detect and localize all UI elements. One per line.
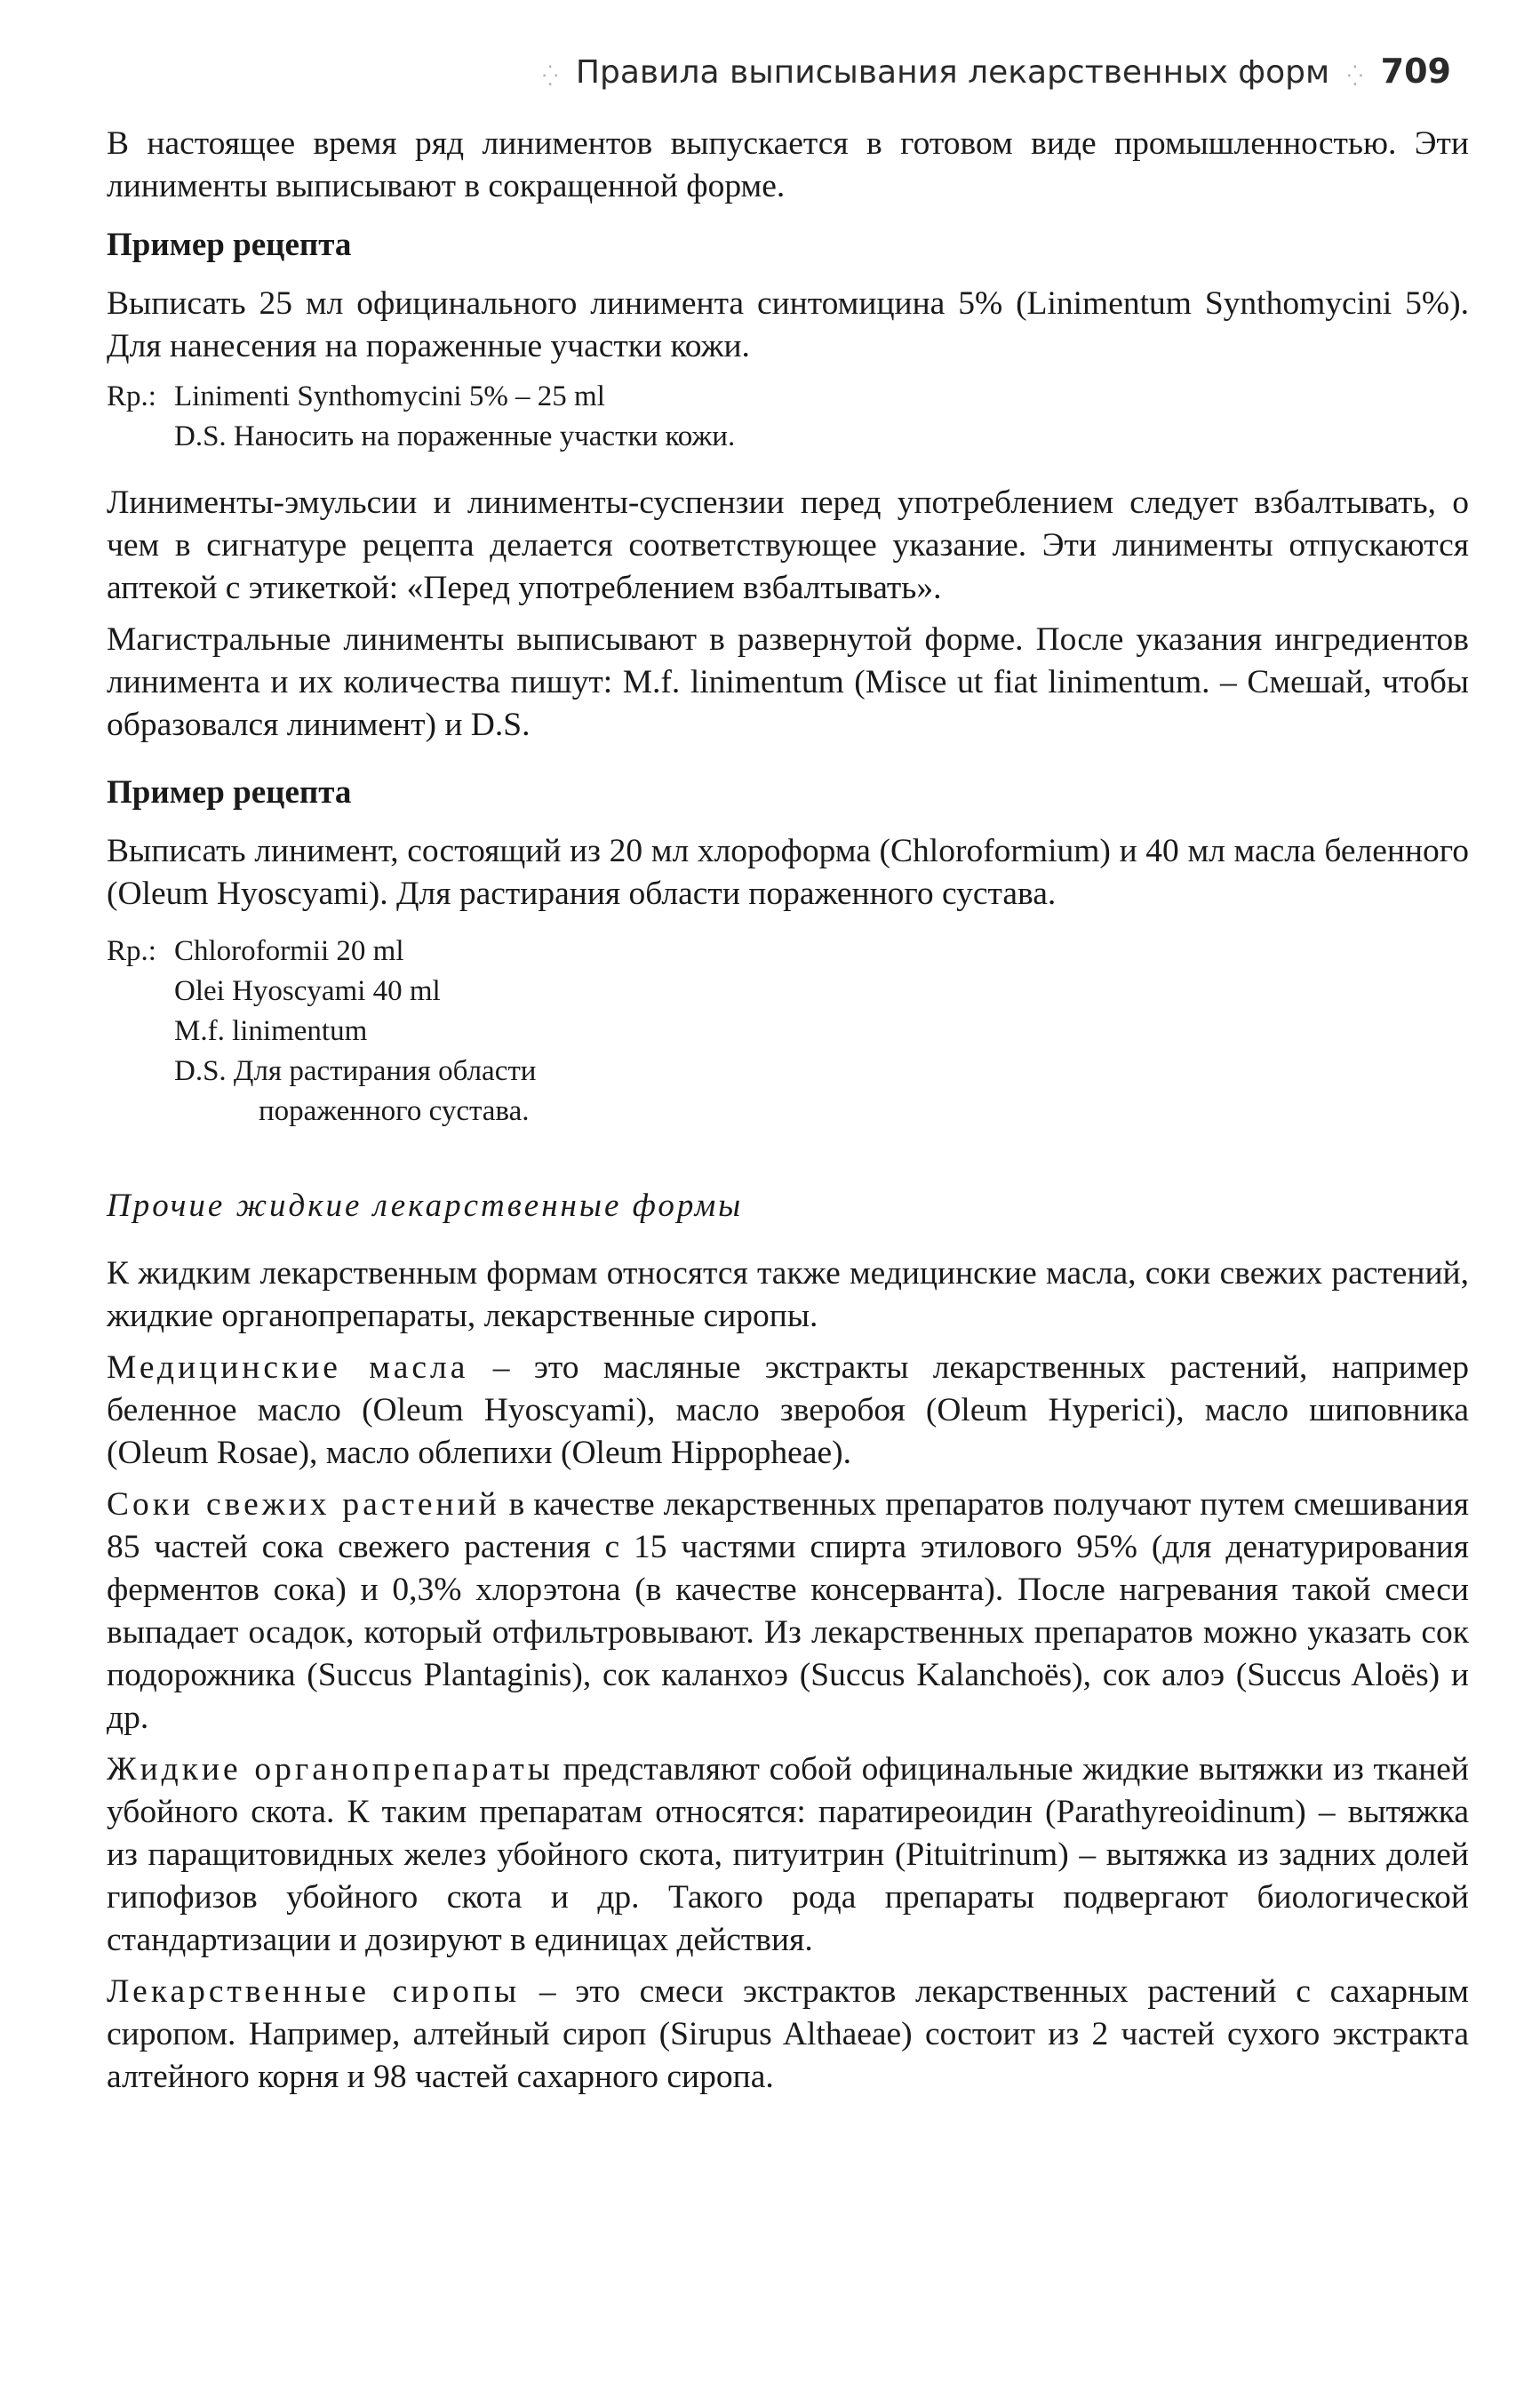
- rx-signature: D.S. Наносить на пораженные участки кожи.: [174, 420, 736, 452]
- paragraph-syrups-body: – это смеси экстрактов лекарственных растений с сахарным сиропом. Например, алтейный сироп (Sirupus Althaeae) состоит из 2 частей сухого экстракта алтейного корня и 98 частей сахарного сиропа.: [107, 1973, 1469, 2095]
- paragraph-organ-preparations: [107, 1748, 1469, 1962]
- paragraph-medical-oils: [107, 1347, 1469, 1475]
- paragraph-fresh-juices: [107, 1484, 1469, 1740]
- term-fresh-juices: Соки свежих растений: [107, 1486, 500, 1523]
- term-syrups: Лекарственные сиропы: [107, 1973, 521, 2010]
- prescription-2: [107, 932, 1469, 1132]
- rx-line: Olei Hyoscyami 40 ml: [174, 975, 441, 1007]
- running-title: Правила выписывания лекарственных форм: [575, 54, 1330, 91]
- paragraph-medical-oils-body: – это масляные экстракты лекарственных растений, например беленное масло (Oleum Hyoscyami), масло зверобоя (Oleum Hyperici), масло шиповника (Oleum Rosae), масло облепихи (Oleum Hippopheae).: [107, 1349, 1469, 1471]
- running-header: [107, 52, 1469, 105]
- paragraph-organ-preparations-body: представляют собой официнальные жидкие вытяжки из тканей убойного скота. К таким препаратам относятся: паратиреоидин (Parathyreoidinum) – вытяжка из паращитовидных желез убойного скота, питуитрин (Pituitrinum) – вытяжка из задних долей гипофизов убойного скота и др. Такого рода препараты подвергают биологической стандартизации и дозируют в единицах действия.: [107, 1751, 1469, 1958]
- paragraph-magistral: Магистральные линименты выписывают в развернутой форме. После указания ингредиентов линимента и их количества пишут: M.f. linimentum (Misce ut fiat linimentum. – Смешай, чтобы образовался линимент) и D.S.: [107, 621, 1469, 743]
- rx-signature: D.S. Для растирания области: [174, 1055, 537, 1087]
- rx-signature-continued: пораженного сустава.: [259, 1095, 530, 1127]
- header-ornament-right: ⁛: [1347, 66, 1363, 88]
- rx-label: Rp.:: [107, 935, 156, 967]
- rx-line: Linimenti Synthomycini 5% – 25 ml: [174, 380, 605, 412]
- paragraph-other-forms: К жидким лекарственным формам относятся также медицинские масла, соки свежих растений, жидкие органопрепараты, лекарственные сиропы.: [107, 1255, 1469, 1334]
- example-1-text: Выписать 25 мл официнального линимента синтомицина 5% (Linimentum Synthomycini 5%). Для нанесения на пораженные участки кожи.: [107, 285, 1469, 364]
- example-2-text: Выписать линимент, состоящий из 20 мл хлороформа (Chloroformium) и 40 мл масла беленного (Oleum Hyoscyami). Для растирания области пораженного сустава.: [107, 833, 1469, 912]
- paragraph-emulsions: Линименты-эмульсии и линименты-суспензии перед употреблением следует взбалтывать, о чем в сигнатуре рецепта делается соответствующее указание. Эти линименты отпускаются аптекой с этикеткой: «Перед употреблением взбалтывать».: [107, 484, 1469, 606]
- prescription-1: [107, 377, 1469, 457]
- rx-line: Chloroformii 20 ml: [174, 935, 404, 967]
- paragraph-ready-liniments: В настоящее время ряд линиментов выпускается в готовом виде промышленностью. Эти линименты выписывают в сокращенной форме.: [107, 125, 1469, 204]
- page-number: 709: [1380, 52, 1451, 91]
- page-content: [107, 123, 1469, 2099]
- example-heading-2: Пример рецепта: [107, 774, 352, 811]
- term-organ-preparations: Жидкие органопрепараты: [107, 1751, 554, 1788]
- example-heading-1: Пример рецепта: [107, 227, 352, 263]
- term-medical-oils: Медицинские масла: [107, 1349, 469, 1386]
- paragraph-fresh-juices-body: в качестве лекарственных препаратов получают путем смешивания 85 частей сока свежего растения с 15 частями спирта этилового 95% (для денатурирования ферментов сока) и 0,3% хлорэтона (в качестве консерванта). После нагревания такой смеси выпадает осадок, который отфильтровывают. Из лекарственных препаратов можно указать сок подорожника (Succus Plantaginis), сок каланхоэ (Succus Kalanchoës), сок алоэ (Succus Aloës) и др.: [107, 1486, 1469, 1736]
- rx-line: M.f. linimentum: [174, 1015, 368, 1047]
- section-heading: Прочие жидкие лекарственные формы: [107, 1188, 744, 1224]
- header-ornament: ⁛: [542, 66, 558, 88]
- rx-label: Rp.:: [107, 380, 156, 412]
- paragraph-syrups: [107, 1971, 1469, 2099]
